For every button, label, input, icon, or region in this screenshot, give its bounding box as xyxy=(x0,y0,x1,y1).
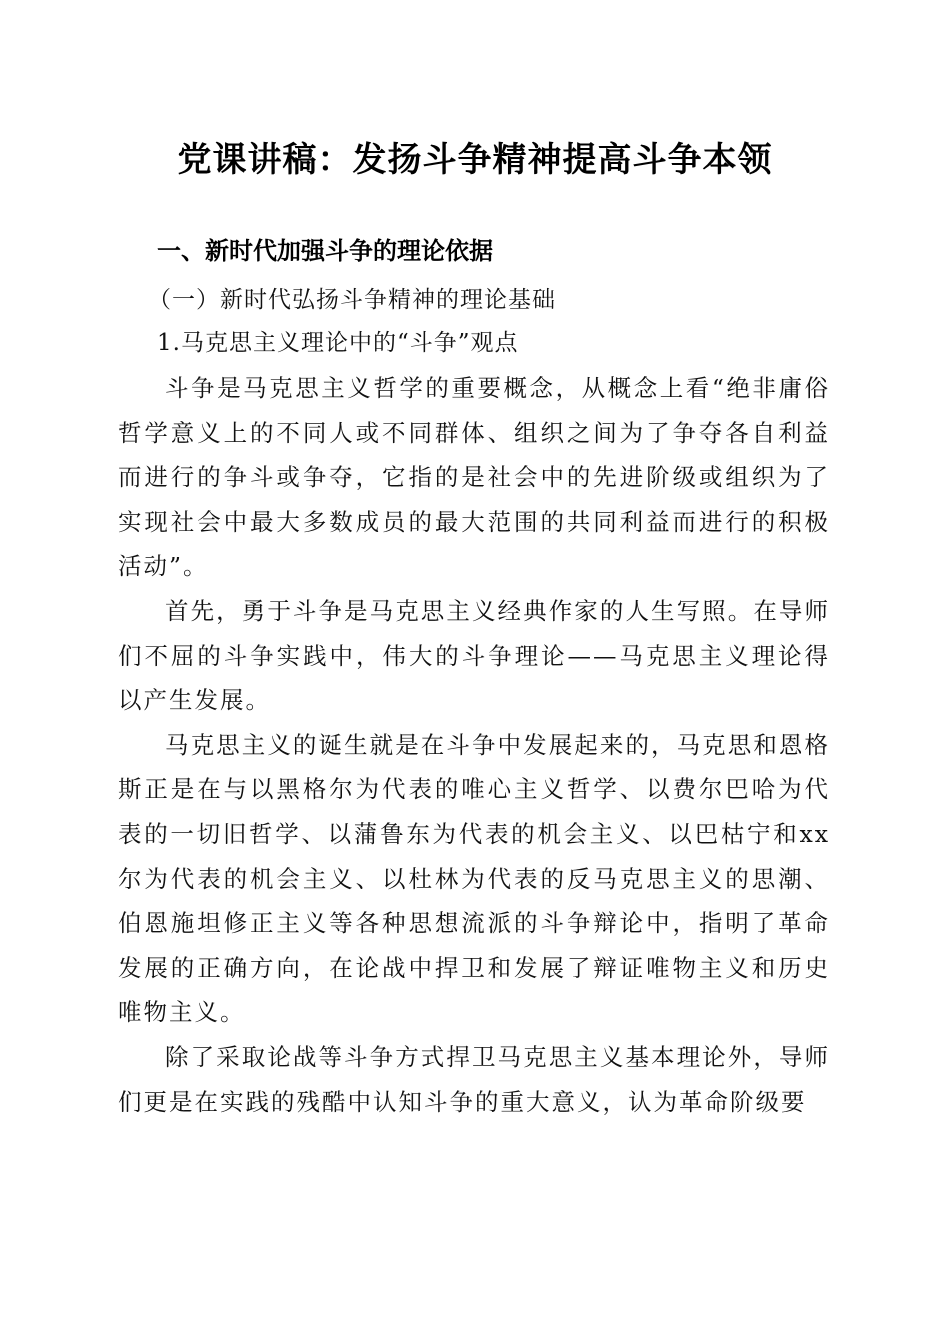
point-heading: 1.马克思主义理论中的“斗争”观点 xyxy=(157,330,519,356)
body-paragraph: 马克思主义的诞生就是在斗争中发展起来的，马克思和恩格斯正是在与以黑格尔为代表的唯心主义哲学、以费尔巴哈为代表的一切旧哲学、以蒲鲁东为代表的机会主义、以巴枯宁和xx尔为代表的机会主义、以杜林为代表的反马克思主义的思潮、伯恩施坦修正主义等各种思想流派的斗争辩论中，指明了革命发展的正确方向，在论战中捍卫和发展了辩证唯物主义和历史唯物主义。 xyxy=(118,730,830,1027)
body-paragraph: 首先，勇于斗争是马克思主义经典作家的人生写照。在导师们不屈的斗争实践中，伟大的斗争理论——马克思主义理论得以产生发展。 xyxy=(118,596,830,715)
subsection-heading: （一）新时代弘扬斗争精神的理论基础 xyxy=(148,287,556,313)
body-paragraph: 斗争是马克思主义哲学的重要概念，从概念上看“绝非庸俗哲学意义上的不同人或不同群体、组织之间为了争夺各自利益而进行的争斗或争夺，它指的是社会中的先进阶级或组织为了实现社会中最大多数成员的最大范围的共同利益而进行的积极活动”。 xyxy=(118,374,830,581)
body-paragraph: 除了采取论战等斗争方式捍卫马克思主义基本理论外，导师们更是在实践的残酷中认知斗争的重大意义，认为革命阶级要 xyxy=(118,1042,830,1116)
document-title: 党课讲稿：发扬斗争精神提高斗争本领 xyxy=(177,140,773,180)
section-heading: 一、新时代加强斗争的理论依据 xyxy=(157,237,493,265)
document-body xyxy=(118,366,830,1124)
